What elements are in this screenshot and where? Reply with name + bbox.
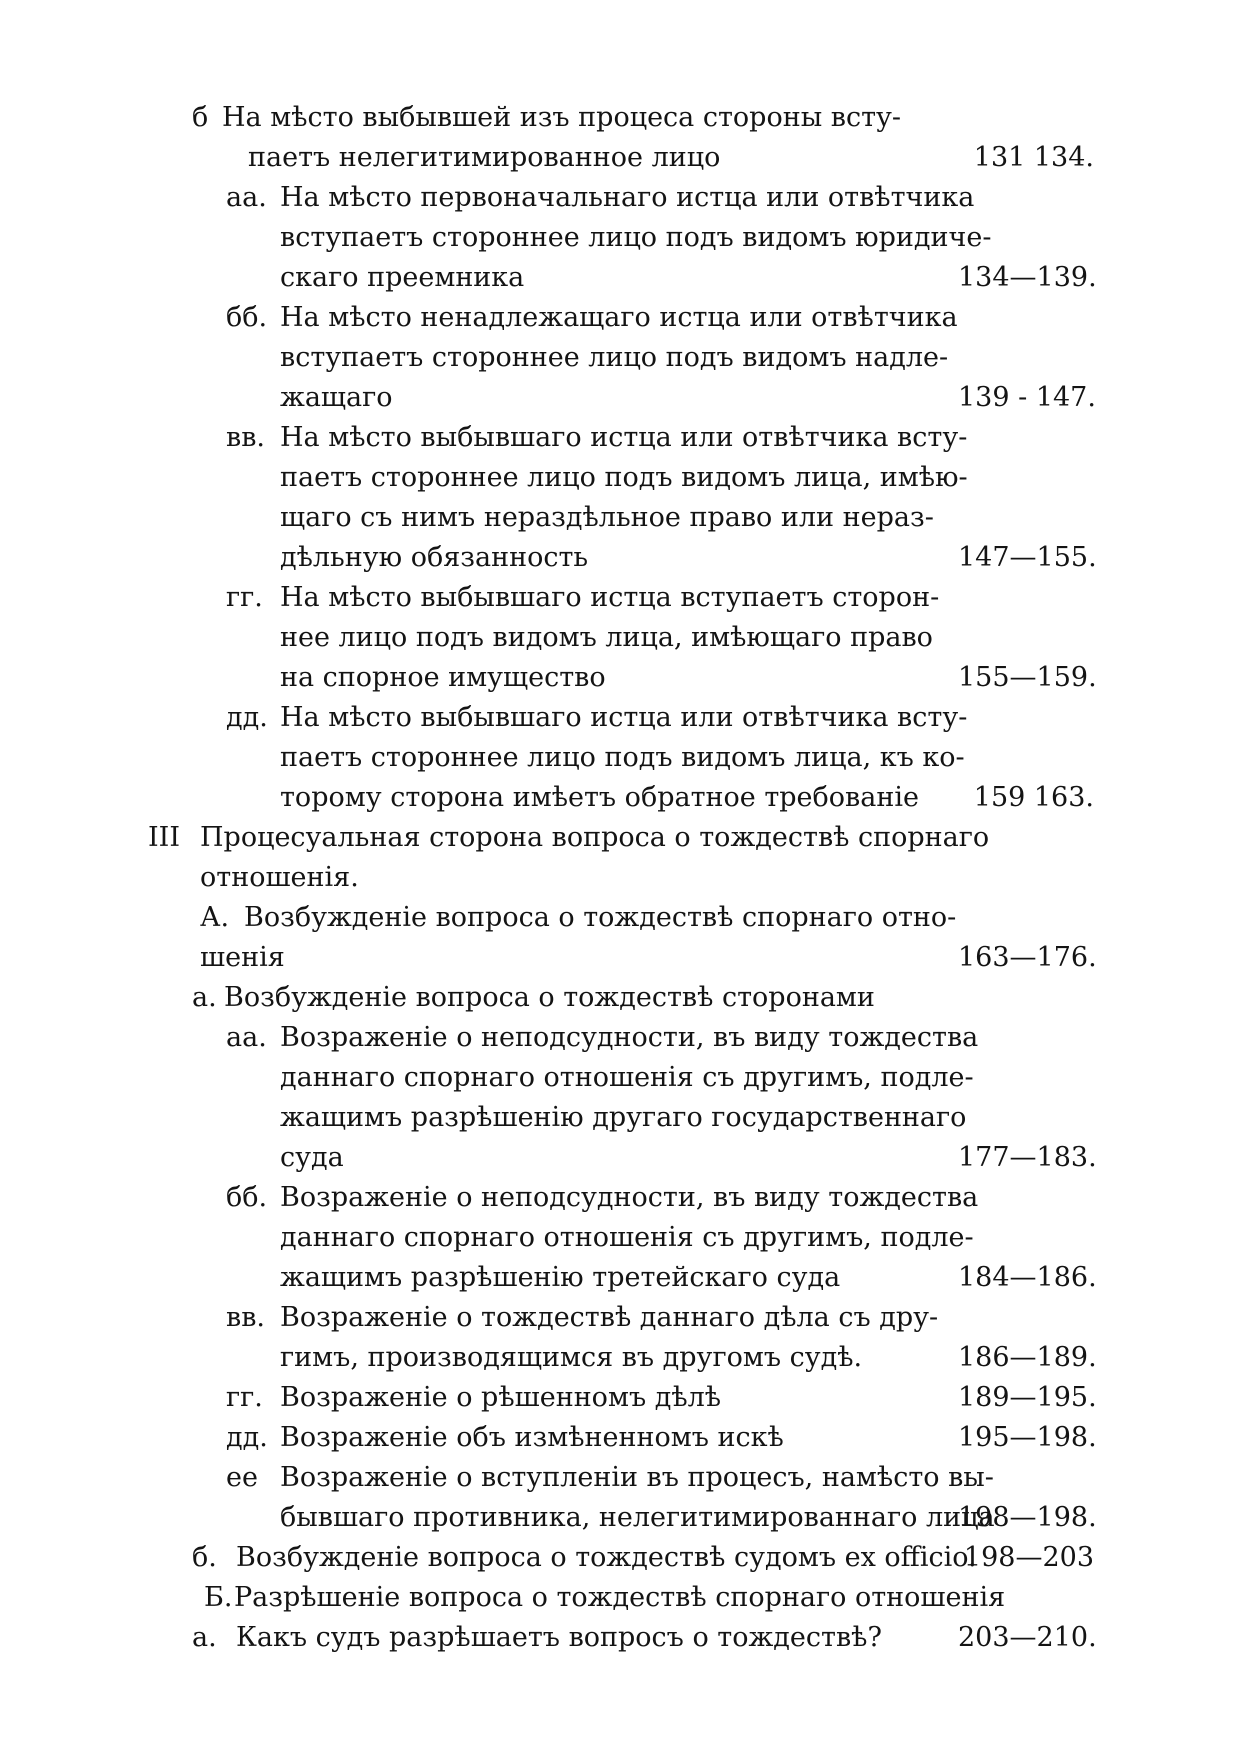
toc-line: нее лицо подъ видомъ лица, имѣющаго право [280, 622, 933, 653]
toc-entry [224, 978, 875, 1018]
toc-line: Разрѣшеніе вопроса о тождествѣ спорнаго отношенія [234, 1582, 1006, 1613]
toc-line: суда [280, 1142, 344, 1173]
toc-entry [280, 298, 958, 418]
toc-marker: дд. [226, 702, 268, 733]
toc-marker: ее [226, 1462, 258, 1493]
toc-entry [280, 1298, 938, 1378]
toc-page-range: 184—186. [958, 1262, 1097, 1293]
toc-line: Возбужденіе вопроса о тождествѣ сторонами [224, 982, 875, 1013]
toc-marker: вв. [226, 422, 265, 453]
toc-entry [248, 138, 720, 178]
toc-marker: аа. [226, 182, 267, 213]
toc-line: Возраженіе о неподсудности, въ виду тождества [280, 1182, 979, 1213]
toc-line: Возбужденіе вопроса о тождествѣ судомъ ex officio. [236, 1542, 977, 1573]
toc-line: бывшаго противника, нелегитимированнаго лица [280, 1502, 995, 1533]
toc-entry [280, 578, 939, 698]
toc-marker: гг. [226, 582, 263, 613]
toc-line: дѣльную обязанность [280, 542, 589, 573]
toc-line: вступаетъ стороннее лицо подъ видомъ юридиче- [280, 222, 992, 253]
toc-entry [222, 98, 901, 138]
toc-line: Возраженіе о рѣшенномъ дѣлѣ [280, 1382, 722, 1413]
toc-marker: вв. [226, 1302, 265, 1333]
toc-line: шенія [200, 942, 285, 973]
toc-entry [280, 178, 991, 298]
toc-line: Возраженіе объ измѣненномъ искѣ [280, 1422, 784, 1453]
toc-page-range: 198—198. [958, 1502, 1097, 1533]
toc-page-range: 163—176. [958, 942, 1097, 973]
toc-marker: бб. [226, 302, 268, 333]
toc-line: даннаго спорнаго отношенія съ другимъ, подле- [280, 1222, 974, 1253]
toc-line: торому сторона имѣетъ обратное требованіе [280, 782, 919, 813]
toc-line: щаго съ нимъ нераздѣльное право или нераз- [280, 502, 934, 533]
toc-line: На мѣсто выбывшей изъ процеса стороны всту- [222, 102, 902, 133]
toc-entry [280, 1018, 978, 1178]
toc-entry [236, 1538, 977, 1578]
toc-entry [200, 818, 989, 898]
toc-page-range: 177—183. [958, 1142, 1097, 1173]
toc-line: Возраженіе о тождествѣ даннаго дѣла съ дру- [280, 1302, 939, 1333]
toc-marker: аа. [226, 1022, 267, 1053]
toc-line: отношенія. [200, 862, 359, 893]
toc-marker: гг. [226, 1382, 263, 1413]
toc-line: На мѣсто первоначальнаго истца или отвѣтчика [280, 182, 975, 213]
toc-entry [280, 1378, 721, 1418]
toc-line: жащимъ разрѣшенію третейскаго суда [280, 1262, 841, 1293]
toc-line: Возраженіе о неподсудности, въ виду тождества [280, 1022, 979, 1053]
toc-marker: III [148, 822, 180, 853]
toc-line: На мѣсто выбывшаго истца или отвѣтчика всту- [280, 422, 968, 453]
toc-marker: дд. [226, 1422, 268, 1453]
toc-marker: б. [192, 1542, 217, 1573]
toc-line: на спорное имущество [280, 662, 606, 693]
toc-line: Возбужденіе вопроса о тождествѣ спорнаго отно- [244, 902, 957, 933]
toc-entry [280, 418, 968, 578]
toc-page-range: 134—139. [958, 262, 1097, 293]
toc-entry [234, 1578, 1005, 1618]
toc-line: жащимъ разрѣшенію другаго государственнаго [280, 1102, 967, 1133]
toc-page-range: 198—203 [963, 1542, 1094, 1573]
toc-page-range: 203—210. [958, 1622, 1097, 1653]
toc-line: На мѣсто выбывшаго истца или отвѣтчика всту- [280, 702, 968, 733]
toc-marker: б [192, 102, 209, 133]
toc-page-range: 147—155. [958, 542, 1097, 573]
toc-entry [244, 898, 956, 938]
toc-marker: Б. [204, 1582, 233, 1613]
toc-marker: бб. [226, 1182, 268, 1213]
toc-page-range: 195—198. [958, 1422, 1097, 1453]
toc-line: Какъ судъ разрѣшаетъ вопросъ о тождествѣ? [236, 1622, 882, 1653]
toc-page-range: 131 134. [973, 142, 1094, 173]
toc-line: паетъ нелегитимированное лицо [248, 142, 721, 173]
toc-page-range: 139 - 147. [958, 382, 1096, 413]
toc-page-range: 186—189. [958, 1342, 1097, 1373]
toc-line: паетъ стороннее лицо подъ видомъ лица, къ ко- [280, 742, 965, 773]
toc-page-range: 189—195. [958, 1382, 1097, 1413]
toc-marker: а. [192, 982, 217, 1013]
toc-marker: а. [192, 1622, 217, 1653]
toc-line: На мѣсто ненадлежащаго истца или отвѣтчика [280, 302, 958, 333]
toc-entry [280, 1418, 784, 1458]
toc-entry [200, 938, 285, 978]
toc-page-range: 159 163. [973, 782, 1094, 813]
toc-line: даннаго спорнаго отношенія съ другимъ, подле- [280, 1062, 974, 1093]
toc-page-range: 155—159. [958, 662, 1097, 693]
toc-entry [236, 1618, 882, 1658]
toc-line: Возраженіе о вступленіи въ процесъ, намѣсто вы- [280, 1462, 994, 1493]
toc-line: вступаетъ стороннее лицо подъ видомъ надле- [280, 342, 949, 373]
toc-entry [280, 1178, 978, 1298]
toc-marker: А. [200, 902, 230, 933]
toc-line: жащаго [280, 382, 393, 413]
toc-entry [280, 698, 967, 818]
toc-entry [280, 1458, 995, 1538]
toc-line: паетъ стороннее лицо подъ видомъ лица, имѣю- [280, 462, 968, 493]
toc-line: гимъ, производящимся въ другомъ судѣ. [280, 1342, 863, 1373]
toc-line: скаго преемника [280, 262, 525, 293]
toc-line: На мѣсто выбывшаго истца вступаетъ сторон- [280, 582, 940, 613]
toc-line: Процесуальная сторона вопроса о тождествѣ спорнаго [200, 822, 990, 853]
